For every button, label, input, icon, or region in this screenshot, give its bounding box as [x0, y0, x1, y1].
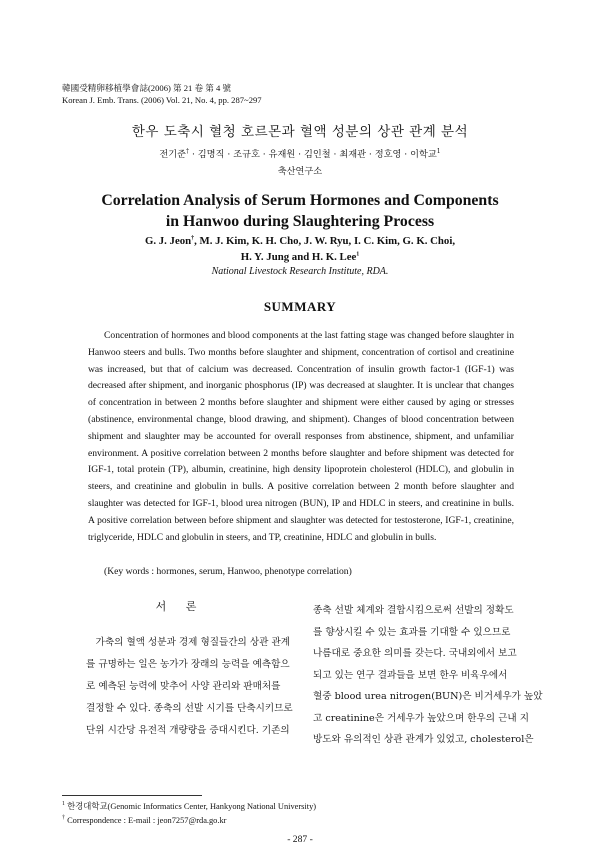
corresponding-mark-en: †: [191, 235, 195, 242]
text-line: 를 규명하는 일은 농가가 장래의 능력을 예측함으: [86, 659, 290, 670]
footnote-rule: [62, 795, 202, 796]
korean-author-first: 전기준: [159, 149, 187, 160]
corresponding-mark: †: [186, 147, 190, 155]
footnote-correspondence-text: Correspondence : E-mail : jeon7257@rda.go.kr: [67, 815, 227, 825]
footnote-affiliation: [62, 800, 316, 814]
journal-line-korean: 韓國受精卵移植學會誌(2006) 第 21 卷 第 4 號: [62, 83, 232, 93]
text-line: 혈중 blood urea nitrogen(BUN)은 비거세우가 높았: [313, 691, 543, 702]
english-authors-line-1: [0, 234, 600, 250]
english-title-line-2: in Hanwoo during Slaughtering Process: [165, 213, 435, 230]
korean-author-rest: · 김명직 · 조규호 · 유재원 · 김인철 · 최재관 · 정호영 · 이학교: [189, 149, 437, 160]
korean-title: 한우 도축시 혈청 호르몬과 혈액 성분의 상관 관계 분석: [131, 124, 469, 140]
english-author-list: , M. J. Kim, K. H. Cho, J. W. Ryu, I. C. Kim, G. K. Choi,: [194, 235, 456, 247]
text-line: 종축 선발 체계와 결합시킴으로써 선발의 정확도: [313, 605, 514, 616]
text-line: 단위 시간당 유전적 개량량을 증대시킨다. 기존의: [86, 725, 290, 736]
summary-heading: SUMMARY: [263, 299, 337, 314]
text-line: 고 creatinine은 거세우가 높았으며 한우의 근내 지: [313, 712, 529, 724]
footnote-mark: 1: [62, 801, 65, 808]
journal-header: [62, 82, 262, 107]
text-line: 되고 있는 연구 결과들을 보면 한우 비육우에서: [313, 669, 508, 681]
english-title-line-1: Correlation Analysis of Serum Hormones and Components: [101, 192, 499, 209]
english-authors-line-2: [0, 250, 600, 266]
footnotes: [62, 800, 316, 827]
intro-heading: 서 론: [155, 600, 205, 613]
footnote-mark: †: [62, 814, 65, 821]
text-line: 방도와 유의적인 상관 관계가 있었고, cholesterol은: [313, 734, 534, 745]
text-line: 로 예측된 능력에 맞추어 사양 관리와 판매처를: [86, 681, 281, 692]
korean-institute: 축산연구소: [277, 166, 323, 177]
text-line: 나름대로 중요한 의미를 갖는다. 국내외에서 보고: [313, 648, 517, 659]
korean-authors: [0, 146, 600, 160]
english-author-last: H. Y. Jung and H. K. Lee: [240, 250, 357, 263]
text-line: 를 향상시킬 수 있는 효과를 기대할 수 있으므로: [313, 626, 511, 638]
text-line: 결정할 수 있다. 종축의 선발 시기를 단축시키므로: [86, 703, 293, 714]
summary-abstract: [88, 328, 514, 546]
english-institute: National Livestock Research Institute, RDA.: [211, 266, 389, 277]
footnote-correspondence: [62, 814, 316, 828]
english-author-first: G. J. Jeon: [144, 235, 192, 247]
text-line: 가축의 혈액 성분과 경제 형질들간의 상관 관계: [86, 637, 290, 648]
keywords: (Key words : hormones, serum, Hanwoo, phenotype correlation): [104, 566, 352, 577]
english-authors: [0, 234, 600, 265]
journal-line-english: Korean J. Emb. Trans. (2006) Vol. 21, No. 4, pp. 287~297: [62, 95, 262, 106]
summary-paragraph: Concentration of hormones and blood components at the last fatting stage was changed before slaughter in Hanwoo steers and bulls. Two months before slaughter and shipment, concentration of cortisol and creatinine was increased, but that of calcium was decreased. Concentration of insulin growth factor-1 (IGF-1) was decreased after shipment, and inorganic phosphorus (IP) was decreased at slaughter. It is unclear that changes of concentration in between 2 months before slaughter and shipment were either caused by aging or stresses (abstinence, environmental change, blood drawing, and shipment). Changes of blood concentration between shipment and slaughter may be accounted for overall responses from abstinence, shipment, and unfamiliar environment. A positive correlation between 2 months before slaughter and before shipment was detected for IGF-1, total protein (TP), albumin, creatinine, high density lipoprotein cholesterol (HDLC), and globulin in steers, and creatinine and globulin in bulls. A positive correlation between 2 month before slaughter and slaughter was detected for IGF-1, blood urea nitrogen (BUN), IP and HDLC in steers, and creatinine in bulls. A positive correlation between before shipment and slaughter was detected for testosterone, IGF-1, creatinine, triglyceride, HDLC and globulin in steers, and TP, creatinine, HDLC and globulin in bulls.: [88, 330, 514, 543]
affiliation-mark-en: 1: [356, 250, 360, 257]
intro-right-column: [313, 600, 543, 751]
intro-left-column: [86, 632, 293, 742]
affiliation-mark: 1: [436, 147, 441, 155]
footnote-affiliation-text: 한경대학교(Genomic Informatics Center, Hankyong National University): [67, 802, 317, 811]
english-title: [0, 190, 600, 232]
page-number: - 287 -: [287, 834, 313, 845]
